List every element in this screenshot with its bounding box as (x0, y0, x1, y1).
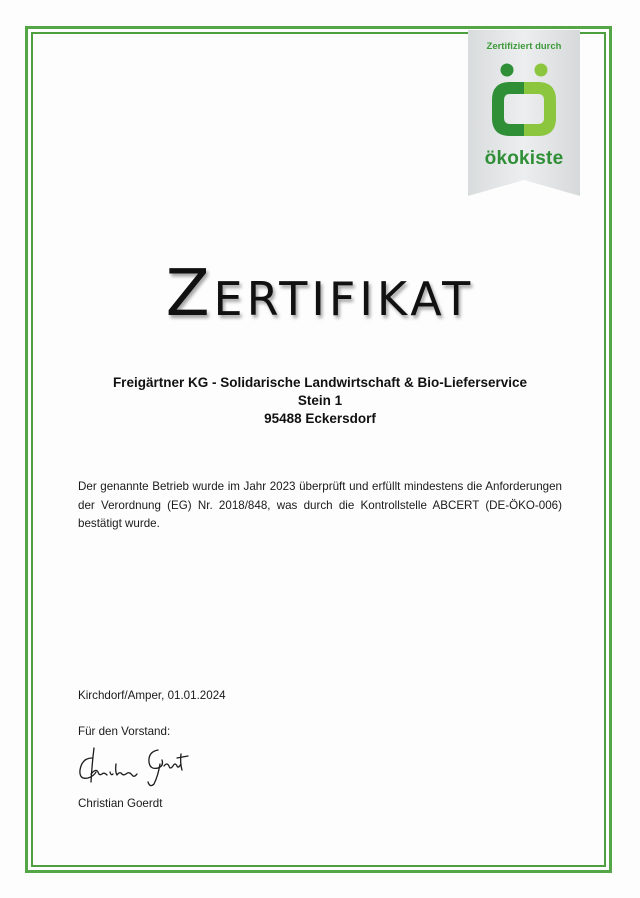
title-rest: ERTIFIKAT (213, 272, 475, 326)
badge-brand-name: ökokiste (484, 148, 564, 169)
certificate-title (0, 257, 640, 331)
badge-certified-by: Zertifiziert durch (486, 41, 562, 52)
certification-badge (468, 30, 580, 196)
company-city: 95488 Eckersdorf (264, 411, 376, 426)
company-address (0, 374, 640, 428)
company-street: Stein 1 (297, 393, 343, 408)
badge-ribbon (468, 30, 580, 196)
handwritten-signature (74, 742, 196, 790)
company-name: Freigärtner KG - Solidarische Landwirtschaft & Bio-Lieferservice (112, 375, 528, 390)
certification-statement: Der genannte Betrieb wurde im Jahr 2023 überprüft und erfüllt mindestens die Anforderungen der Verordnung (EG) Nr. 2018/848, was durch die Kontrollstelle ABCERT (DE-ÖKO-006) bestätigt wurde. (78, 480, 562, 530)
title-first-letter: Z (165, 257, 214, 331)
signer-name: Christian Goerdt (78, 797, 163, 810)
board-label: Für den Vorstand: (78, 725, 171, 738)
place-date: Kirchdorf/Amper, 01.01.2024 (78, 689, 226, 702)
